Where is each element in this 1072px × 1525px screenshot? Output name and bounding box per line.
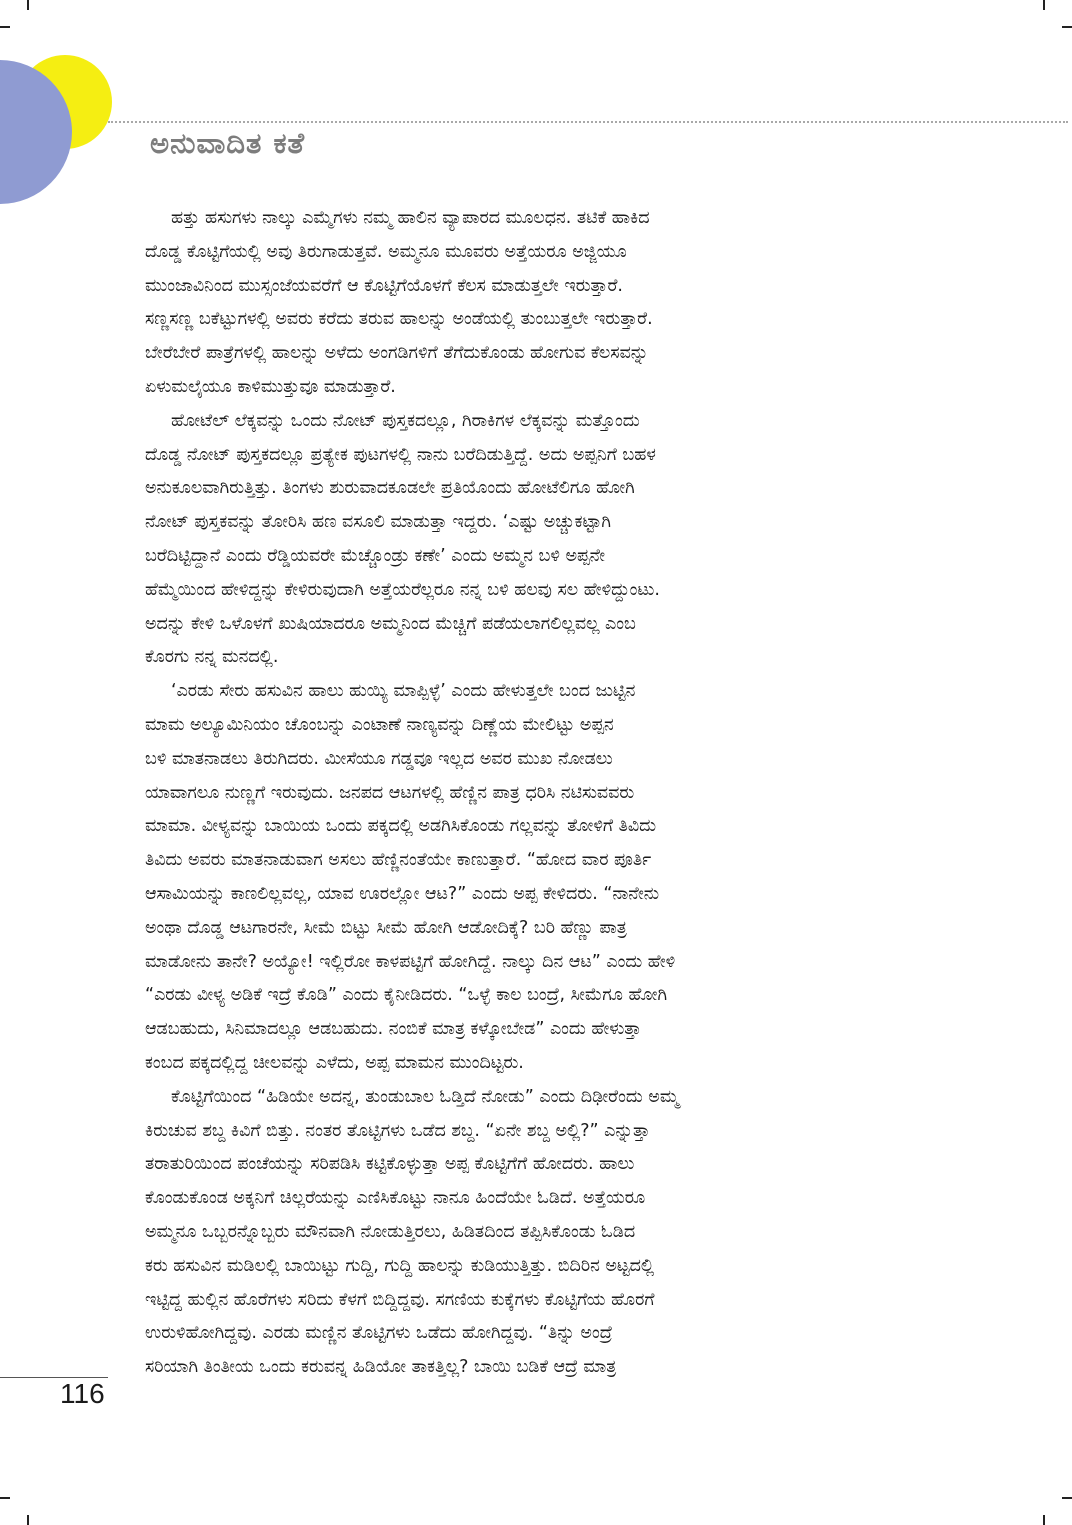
text-line: ಅಮ್ಮನೂ ಒಬ್ಬರನ್ನೊಬ್ಬರು ಮೌನವಾಗಿ ನೋಡುತ್ತಿರಲು, ಹಿಡಿತದಿಂದ ತಪ್ಪಿಸಿಕೊಂಡು ಓಡಿದ: [145, 1221, 636, 1242]
crop-mark-top-left: [27, 0, 29, 10]
text-line: ಬೇರೆಬೇರೆ ಪಾತ್ರೆಗಳಲ್ಲಿ ಹಾಲನ್ನು ಅಳೆದು ಅಂಗಡಿಗಳಿಗೆ ತೆಗೆದುಕೊಂಡು ಹೋಗುವ ಕೆಲಸವನ್ನು: [145, 343, 649, 364]
text-line: ಆಸಾಮಿಯನ್ನು ಕಾಣಲಿಲ್ಲವಲ್ಲ, ಯಾವ ಊರಲ್ಲೋ ಆಟ?” ಎಂದು ಅಪ್ಪ ಕೇಳಿದರು. “ನಾನೇನು: [145, 883, 660, 904]
crop-mark-top-right-h: [1062, 26, 1072, 28]
text-line: ಯಾವಾಗಲೂ ನುಣ್ಣಗೆ ಇರುವುದು. ಜನಪದ ಆಟಗಳಲ್ಲಿ ಹೆಣ್ಣಿನ ಪಾತ್ರ ಧರಿಸಿ ನಟಿಸುವವರು: [145, 782, 635, 803]
text-line: ಮಾಡೋನು ತಾನೇ? ಅಯ್ಯೋ! ಇಲ್ಲಿರೋ ಕಾಳಪಟ್ಟಿಗೆ ಹೋಗಿದ್ದೆ. ನಾಲ್ಕು ದಿನ ಆಟ” ಎಂದು ಹೇಳಿ: [145, 951, 676, 972]
story-body: [145, 202, 945, 1385]
section-title: ಅನುವಾದಿತ ಕತೆ: [150, 126, 306, 160]
text-line: ಮಾಮಾ. ವೀಳ್ಯವನ್ನು ಬಾಯಿಯ ಒಂದು ಪಕ್ಕದಲ್ಲಿ ಅಡಗಿಸಿಕೊಂಡು ಗಲ್ಲವನ್ನು ತೋಳಿಗೆ ತಿವಿದು: [145, 816, 657, 837]
crop-mark-bottom-right-h: [1062, 1497, 1072, 1499]
text-line: ಹೆಮ್ಮೆಯಿಂದ ಹೇಳಿದ್ದನ್ನು ಕೇಳಿರುವುದಾಗಿ ಅತ್ತೆಯರೆಲ್ಲರೂ ನನ್ನ ಬಳಿ ಹಲವು ಸಲ ಹೇಳಿದ್ದುಂಟು.: [145, 579, 660, 600]
text-line: ‘ಎರಡು ಸೇರು ಹಸುವಿನ ಹಾಲು ಹುಯ್ಯಿ ಮಾಪ್ಪಿಳ್ಳೆ’ ಎಂದು ಹೇಳುತ್ತಲೇ ಬಂದ ಜುಟ್ಟಿನ: [171, 681, 636, 702]
text-line: ನೋಟ್ ಪುಸ್ತಕವನ್ನು ತೋರಿಸಿ ಹಣ ವಸೂಲಿ ಮಾಡುತ್ತಾ ಇದ್ದರು. ‘ಎಷ್ಟು ಅಚ್ಚುಕಟ್ಟಾಗಿ: [145, 512, 611, 533]
decorative-circles: [0, 50, 120, 210]
text-line: ಕಿರುಚುವ ಶಬ್ದ ಕಿವಿಗೆ ಬಿತ್ತು. ನಂತರ ತೊಟ್ಟಿಗಳು ಒಡೆದ ಶಬ್ದ. “ಏನೇ ಶಬ್ದ ಅಲ್ಲಿ?” ಎನ್ನುತ್ತಾ: [145, 1120, 650, 1141]
text-line: ಮುಂಜಾವಿನಿಂದ ಮುಸ್ಸಂಜೆಯವರೆಗೆ ಆ ಕೊಟ್ಟಿಗೆಯೊಳಗೆ ಕೆಲಸ ಮಾಡುತ್ತಲೇ ಇರುತ್ತಾರೆ.: [145, 275, 623, 296]
text-line: ಕೊರಗು ನನ್ನ ಮನದಲ್ಲಿ.: [145, 647, 279, 668]
text-line: ಕರು ಹಸುವಿನ ಮಡಿಲಲ್ಲಿ ಬಾಯಿಟ್ಟು ಗುದ್ದಿ, ಗುದ್ದಿ ಹಾಲನ್ನು ಕುಡಿಯುತ್ತಿತ್ತು. ಬಿದಿರಿನ ಅಟ್ಟದಲ್ಲಿ: [145, 1255, 655, 1276]
text-line: ಅನುಕೂಲವಾಗಿರುತ್ತಿತ್ತು. ತಿಂಗಳು ಶುರುವಾದಕೂಡಲೇ ಪ್ರತಿಯೊಂದು ಹೋಟೆಲಿಗೂ ಹೋಗಿ: [145, 478, 635, 499]
text-line: ಆಡಬಹುದು, ಸಿನಿಮಾದಲ್ಲೂ ಆಡಬಹುದು. ನಂಬಿಕೆ ಮಾತ್ರ ಕಳ್ಕೋಬೇಡ” ಎಂದು ಹೇಳುತ್ತಾ: [145, 1019, 642, 1040]
text-line: ಏಳುಮಲೈಯೂ ಕಾಳಿಮುತ್ತುವೂ ಮಾಡುತ್ತಾರೆ.: [145, 376, 396, 397]
text-line: ಅಂಥಾ ದೊಡ್ಡ ಆಟಗಾರನೇ, ಸೀಮೆ ಬಿಟ್ಟು ಸೀಮೆ ಹೋಗಿ ಆಡೋದಿಕ್ಕೆ? ಬರಿ ಹೆಣ್ಣು ಪಾತ್ರ: [145, 917, 627, 938]
text-line: ಉರುಳಿಹೋಗಿದ್ದವು. ಎರಡು ಮಣ್ಣಿನ ತೊಟ್ಟಿಗಳು ಒಡೆದು ಹೋಗಿದ್ದವು. “ತಿನ್ನು ಅಂದ್ರೆ: [145, 1323, 613, 1344]
text-line: ಹತ್ತು ಹಸುಗಳು ನಾಲ್ಕು ಎಮ್ಮೆಗಳು ನಮ್ಮ ಹಾಲಿನ ವ್ಯಾಪಾರದ ಮೂಲಧನ. ತಟಿಕೆ ಹಾಕಿದ: [171, 208, 650, 228]
crop-mark-bottom-right: [1043, 1515, 1045, 1525]
crop-mark-bottom-left: [27, 1515, 29, 1525]
crop-mark-top-right: [1043, 0, 1045, 10]
text-line: ಹೋಟೆಲ್ ಲೆಕ್ಕವನ್ನು ಒಂದು ನೋಟ್ ಪುಸ್ತಕದಲ್ಲೂ, ಗಿರಾಕಿಗಳ ಲೆಕ್ಕವನ್ನು ಮತ್ತೊಂದು: [171, 410, 640, 431]
text-line: ತರಾತುರಿಯಿಂದ ಪಂಚೆಯನ್ನು ಸರಿಪಡಿಸಿ ಕಟ್ಟಿಕೊಳ್ಳುತ್ತಾ ಅಪ್ಪ ಕೊಟ್ಟಿಗೆಗೆ ಹೋದರು. ಹಾಲು: [145, 1154, 635, 1175]
header-dotted-rule: [108, 121, 1068, 123]
text-line: ತಿವಿದು ಅವರು ಮಾತನಾಡುವಾಗ ಅಸಲು ಹೆಣ್ಣಿನಂತೆಯೇ ಕಾಣುತ್ತಾರೆ. “ಹೋದ ವಾರ ಪೂರ್ತಿ: [145, 850, 652, 871]
text-line: ಬರೆದಿಟ್ಟಿದ್ದಾನೆ ಎಂದು ರೆಡ್ಡಿಯವರೇ ಮೆಚ್ಚೊಂಡ್ರು ಕಣೇ’ ಎಂದು ಅಮ್ಮನ ಬಳಿ ಅಪ್ಪನೇ: [145, 545, 606, 566]
text-line: ಕೊಟ್ಟಿಗೆಯಿಂದ “ಹಿಡಿಯೇ ಅದನ್ನ, ತುಂಡುಬಾಲ ಓಡ್ತಿದೆ ನೋಡು” ಎಂದು ದಿಢೀರೆಂದು ಅಮ್ಮ: [171, 1086, 679, 1107]
text-line: ದೊಡ್ಡ ಕೊಟ್ಟಿಗೆಯಲ್ಲಿ ಅವು ತಿರುಗಾಡುತ್ತವೆ. ಅಮ್ಮನೂ ಮೂವರು ಅತ್ತೆಯರೂ ಅಜ್ಜಿಯೂ: [145, 241, 627, 262]
text-line: ಕೊಂಡುಕೊಂಡ ಅಕ್ಕನಿಗೆ ಚಿಲ್ಲರೆಯನ್ನು ಎಣಿಸಿಕೊಟ್ಟು ನಾನೂ ಹಿಂದೆಯೇ ಓಡಿದೆ. ಅತ್ತೆಯರೂ: [145, 1188, 646, 1209]
text-line: ಮಾಮ ಅಲ್ಯೂಮಿನಿಯಂ ಚೊಂಬನ್ನು ಎಂಟಾಣೆ ನಾಣ್ಯವನ್ನು ದಿಣ್ಣೆಯ ಮೇಲಿಟ್ಟು ಅಪ್ಪನ: [145, 714, 614, 735]
text-line: ಸಣ್ಣಸಣ್ಣ ಬಕೆಟ್ಟುಗಳಲ್ಲಿ ಅವರು ಕರೆದು ತರುವ ಹಾಲನ್ನು ಅಂಡೆಯಲ್ಲಿ ತುಂಬುತ್ತಲೇ ಇರುತ್ತಾರೆ.: [145, 309, 653, 330]
text-line: ಸರಿಯಾಗಿ ತಿಂತೀಯ ಒಂದು ಕರುವನ್ನ ಹಿಡಿಯೋ ತಾಕತ್ತಿಲ್ಲ? ಬಾಯಿ ಬಡಿಕೆ ಆದ್ರೆ ಮಾತ್ರ: [145, 1357, 617, 1378]
crop-mark-top-left-h: [0, 26, 10, 28]
page-number: 116: [60, 1378, 105, 1409]
text-line: “ಎರಡು ವೀಳ್ಯ ಅಡಿಕೆ ಇದ್ರೆ ಕೊಡಿ” ಎಂದು ಕೈನೀಡಿದರು. “ಒಳ್ಳೆ ಕಾಲ ಬಂದ್ರೆ, ಸೀಮೆಗೂ ಹೋಗಿ: [145, 985, 668, 1006]
crop-mark-bottom-left-h: [0, 1497, 10, 1499]
text-line: ಕಂಬದ ಪಕ್ಕದಲ್ಲಿದ್ದ ಚೀಲವನ್ನು ಎಳೆದು, ಅಪ್ಪ ಮಾಮನ ಮುಂದಿಟ್ಟರು.: [145, 1052, 524, 1073]
text-line: ಇಟ್ಟಿದ್ದ ಹುಲ್ಲಿನ ಹೊರೆಗಳು ಸರಿದು ಕೆಳಗೆ ಬಿದ್ದಿದ್ದವು. ಸಗಣಿಯ ಕುಕ್ಕೆಗಳು ಕೊಟ್ಟಿಗೆಯ ಹೊರಗೆ: [145, 1289, 655, 1310]
text-line: ಅದನ್ನು ಕೇಳಿ ಒಳೊಳಗೆ ಖುಷಿಯಾದರೂ ಅಮ್ಮನಿಂದ ಮೆಚ್ಚಿಗೆ ಪಡೆಯಲಾಗಲಿಲ್ಲವಲ್ಲ ಎಂಬ: [145, 613, 636, 634]
text-line: ಬಳಿ ಮಾತನಾಡಲು ತಿರುಗಿದರು. ಮೀಸೆಯೂ ಗಡ್ಡವೂ ಇಲ್ಲದ ಅವರ ಮುಖ ನೋಡಲು: [145, 748, 613, 769]
text-line: ದೊಡ್ಡ ನೋಟ್ ಪುಸ್ತಕದಲ್ಲೂ ಪ್ರತ್ಯೇಕ ಪುಟಗಳಲ್ಲಿ ನಾನು ಬರೆದಿಡುತ್ತಿದ್ದೆ. ಅದು ಅಪ್ಪನಿಗೆ ಬಹಳ: [145, 444, 656, 465]
